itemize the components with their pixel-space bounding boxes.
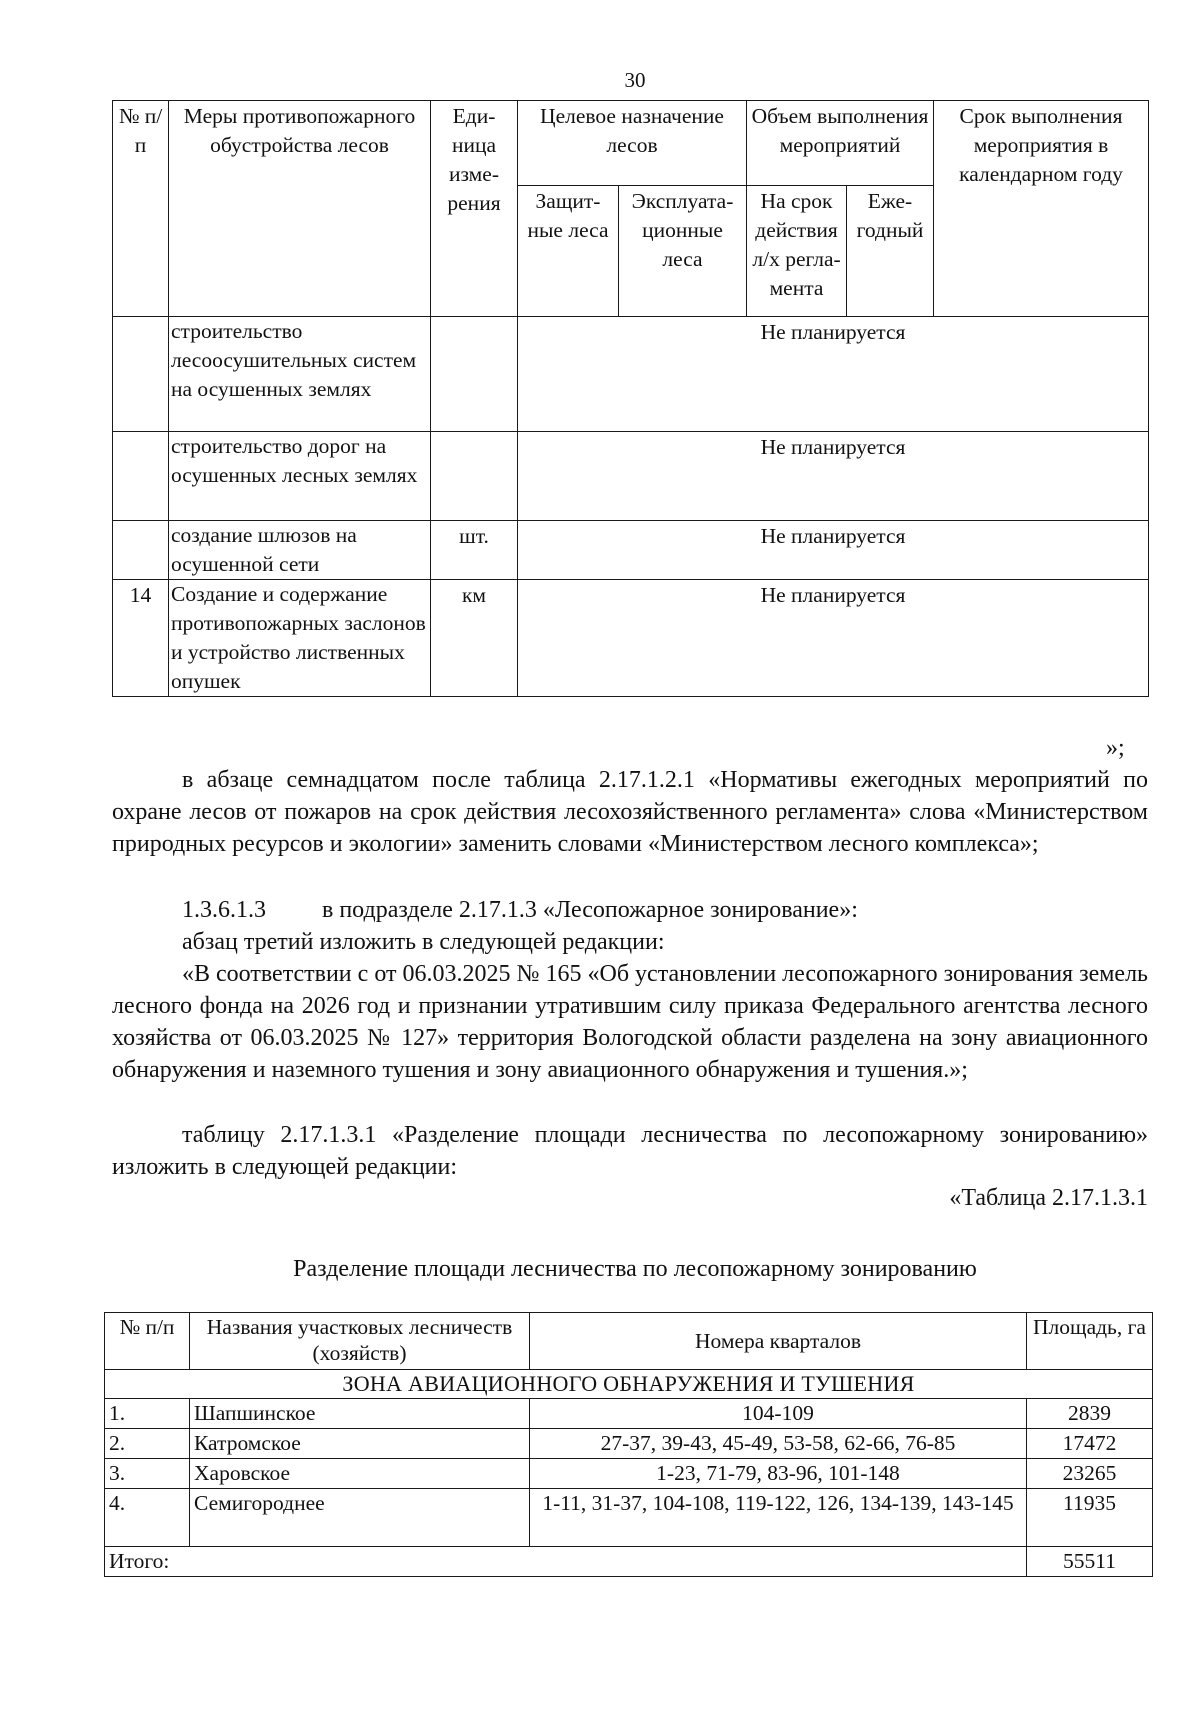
fire-measures-table bbox=[112, 100, 1149, 697]
row-quarters: 1-11, 31-37, 104-108, 119-122, 126, 134-139, 143-145 bbox=[530, 1489, 1027, 1547]
row-area: 17472 bbox=[1027, 1429, 1153, 1459]
row-num: 3. bbox=[105, 1459, 190, 1489]
row-area: 11935 bbox=[1027, 1489, 1153, 1547]
row-num: 2. bbox=[105, 1429, 190, 1459]
row-measure: создание шлюзов на осушенной сети bbox=[169, 521, 431, 580]
row-quarters: 104-109 bbox=[530, 1399, 1027, 1429]
header-volume: Объем выполнения мероприятий bbox=[747, 101, 934, 186]
row-measure: Создание и содержание противопожарных заслонов и устройство лиственных опушек bbox=[169, 580, 431, 697]
header-deadline: Срок выполнения мероприятия в календарном году bbox=[934, 101, 1149, 317]
row-unit: шт. bbox=[431, 521, 518, 580]
table-title: Разделение площади лесничества по лесопожарному зонированию bbox=[293, 1256, 977, 1282]
header-names: Названия участковых лесничеств (хозяйств) bbox=[190, 1313, 530, 1370]
row-area: 2839 bbox=[1027, 1399, 1153, 1429]
row-num: 4. bbox=[105, 1489, 190, 1547]
row-num bbox=[113, 432, 169, 521]
row-num: 14 bbox=[113, 580, 169, 697]
header-volume-annual: Еже-годный bbox=[847, 186, 934, 317]
table-row bbox=[113, 580, 1149, 697]
table2-header-row bbox=[105, 1313, 1153, 1370]
row-name: Катромское bbox=[190, 1429, 530, 1459]
paragraph-seventeenth: в абзаце семнадцатом после таблица 2.17.1.2.1 «Нормативы ежегодных мероприятий по охране лесов от пожаров на срок действия лесохозяйственного регламента» слова «Министерством природных ресурсов и экологии» заменить словами «Министерством лесного комплекса»; bbox=[112, 767, 1148, 857]
zone-row bbox=[105, 1370, 1153, 1399]
row-note: Не планируется bbox=[518, 317, 1149, 432]
paragraph-third-intro: абзац третий изложить в следующей редакции: bbox=[182, 929, 665, 955]
row-name: Шапшинское bbox=[190, 1399, 530, 1429]
row-note: Не планируется bbox=[518, 521, 1149, 580]
page-number: 30 bbox=[624, 68, 646, 92]
header-num: № п/п bbox=[113, 101, 169, 317]
table-row bbox=[113, 317, 1149, 432]
table-row bbox=[105, 1399, 1153, 1429]
row-unit: км bbox=[431, 580, 518, 697]
total-label: Итого: bbox=[105, 1547, 1027, 1577]
row-unit bbox=[431, 432, 518, 521]
zone-title: ЗОНА АВИАЦИОННОГО ОБНАРУЖЕНИЯ И ТУШЕНИЯ bbox=[105, 1370, 1153, 1399]
table-row bbox=[113, 432, 1149, 521]
header-unit: Еди-ница изме-рения bbox=[431, 101, 518, 317]
header-purpose: Целевое назначение лесов bbox=[518, 101, 747, 186]
row-quarters: 27-37, 39-43, 45-49, 53-58, 62-66, 76-85 bbox=[530, 1429, 1027, 1459]
row-unit bbox=[431, 317, 518, 432]
zoning-table bbox=[104, 1312, 1153, 1577]
total-value: 55511 bbox=[1027, 1547, 1153, 1577]
row-note: Не планируется bbox=[518, 432, 1149, 521]
row-area: 23265 bbox=[1027, 1459, 1153, 1489]
table-label: «Таблица 2.17.1.3.1 bbox=[949, 1185, 1148, 1211]
row-num bbox=[113, 317, 169, 432]
paragraph-new-edition: «В соответствии с от 06.03.2025 № 165 «Об установлении лесопожарного зонирования земель лесного фонда на 2026 год и признании утратившим силу приказа Федерального агентства лесного хозяйства от 06.03.2025 № 127» территория Вологодской области разделена на зону авиационного обнаружения и наземного тушения и зону авиационного обнаружения и тушения.»; bbox=[112, 961, 1148, 1083]
table-row bbox=[105, 1489, 1153, 1547]
clause-number: 1.3.6.1.3 bbox=[182, 897, 266, 923]
paragraph-table-replace: таблицу 2.17.1.3.1 «Разделение площади лесничества по лесопожарному зонированию» изложить в следующей редакции: bbox=[112, 1122, 1148, 1180]
row-note: Не планируется bbox=[518, 580, 1149, 697]
row-num bbox=[113, 521, 169, 580]
header-measures: Меры противопожарного обустройства лесов bbox=[169, 101, 431, 317]
total-row bbox=[105, 1547, 1153, 1577]
table-row bbox=[105, 1459, 1153, 1489]
row-quarters: 1-23, 71-79, 83-96, 101-148 bbox=[530, 1459, 1027, 1489]
clause-text: в подразделе 2.17.1.3 «Лесопожарное зонирование»: bbox=[322, 897, 858, 923]
row-name: Семигороднее bbox=[190, 1489, 530, 1547]
quote-end-mark: »; bbox=[1106, 735, 1125, 761]
header-num: № п/п bbox=[105, 1313, 190, 1370]
header-exploitation: Эксплуата-ционные леса bbox=[619, 186, 747, 317]
table-row bbox=[105, 1429, 1153, 1459]
header-volume-term: На срок действия л/х регла-мента bbox=[747, 186, 847, 317]
header-quarters: Номера кварталов bbox=[530, 1313, 1027, 1370]
row-measure: строительство дорог на осушенных лесных землях bbox=[169, 432, 431, 521]
header-area: Площадь, га bbox=[1027, 1313, 1153, 1370]
row-num: 1. bbox=[105, 1399, 190, 1429]
row-measure: строительство лесоосушительных систем на осушенных землях bbox=[169, 317, 431, 432]
header-protective: Защит-ные леса bbox=[518, 186, 619, 317]
table1-header-row-1 bbox=[113, 101, 1149, 186]
table-row bbox=[113, 521, 1149, 580]
row-name: Харовское bbox=[190, 1459, 530, 1489]
